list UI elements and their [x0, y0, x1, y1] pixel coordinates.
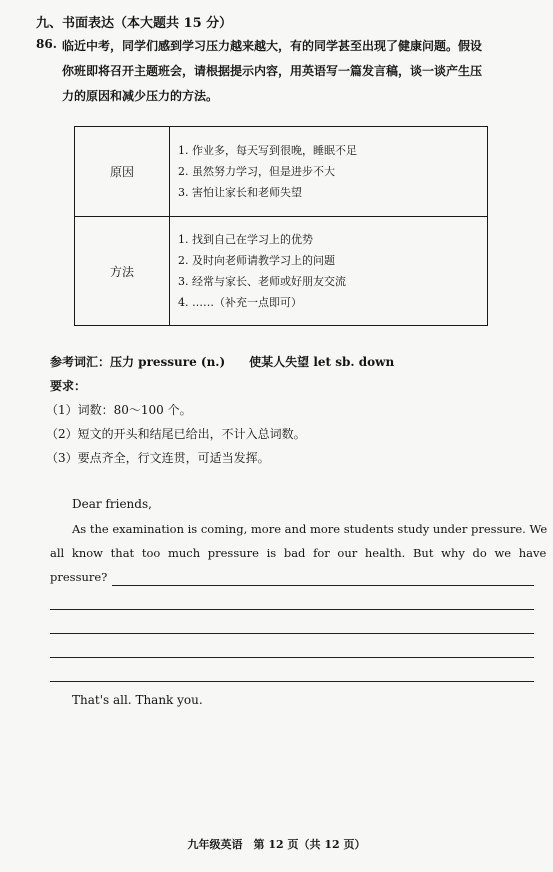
answer-line[interactable]: [50, 609, 534, 610]
letter-line-3: pressure?: [50, 570, 108, 584]
table-row-reasons: [75, 127, 488, 217]
page-footer: 九年级英语 第 12 页（共 12 页）: [187, 838, 366, 851]
question-line-2: 你班即将召开主题班会，请根据提示内容，用英语写一篇发言稿，谈一谈产生压: [62, 64, 483, 78]
letter-line-2: all know that too much pressure is bad for our health. But why do we have: [50, 546, 547, 560]
answer-line[interactable]: [50, 681, 534, 682]
reason-item: 1. 作业多，每天写到很晚，睡眠不足: [178, 144, 357, 157]
question-number: 86.: [36, 37, 57, 51]
table-row-methods: [75, 217, 488, 326]
table-cell-reasons: [170, 127, 488, 217]
requirement-item: （1）词数：80～100 个。: [46, 403, 192, 417]
requirement-item: （2）短文的开头和结尾已给出，不计入总词数。: [46, 427, 306, 441]
letter-line-1: As the examination is coming, more and more students study under pressure. We: [72, 522, 548, 536]
prompt-table: [74, 126, 488, 326]
letter-greeting: Dear friends,: [72, 497, 152, 511]
reason-item: 3. 害怕让家长和老师失望: [178, 186, 302, 199]
question-line-3: 力的原因和减少压力的方法。: [62, 89, 219, 103]
table-header-methods: 方法: [75, 217, 170, 326]
method-item: 3. 经常与家长、老师或好朋友交流: [178, 275, 346, 288]
question-line-1: 临近中考，同学们感到学习压力越来越大，有的同学甚至出现了健康问题。假设: [62, 39, 483, 53]
answer-line[interactable]: [50, 633, 534, 634]
section-title: 九、书面表达（本大题共 15 分）: [36, 16, 233, 31]
answer-line[interactable]: [112, 585, 534, 586]
method-item: 4. ……（补充一点即可）: [178, 296, 302, 309]
method-item: 1. 找到自己在学习上的优势: [178, 233, 313, 246]
requirements-title: 要求：: [50, 379, 87, 393]
table-cell-methods: [170, 217, 488, 326]
vocab-hint: 参考词汇：压力 pressure (n.) 使某人失望 let sb. down: [50, 355, 395, 369]
table-header-reasons: 原因: [75, 127, 170, 217]
letter-closing: That's all. Thank you.: [72, 693, 203, 707]
answer-line[interactable]: [50, 657, 534, 658]
requirement-item: （3）要点齐全，行文连贯，可适当发挥。: [46, 451, 270, 465]
reason-item: 2. 虽然努力学习，但是进步不大: [178, 165, 335, 178]
method-item: 2. 及时向老师请教学习上的问题: [178, 254, 335, 267]
